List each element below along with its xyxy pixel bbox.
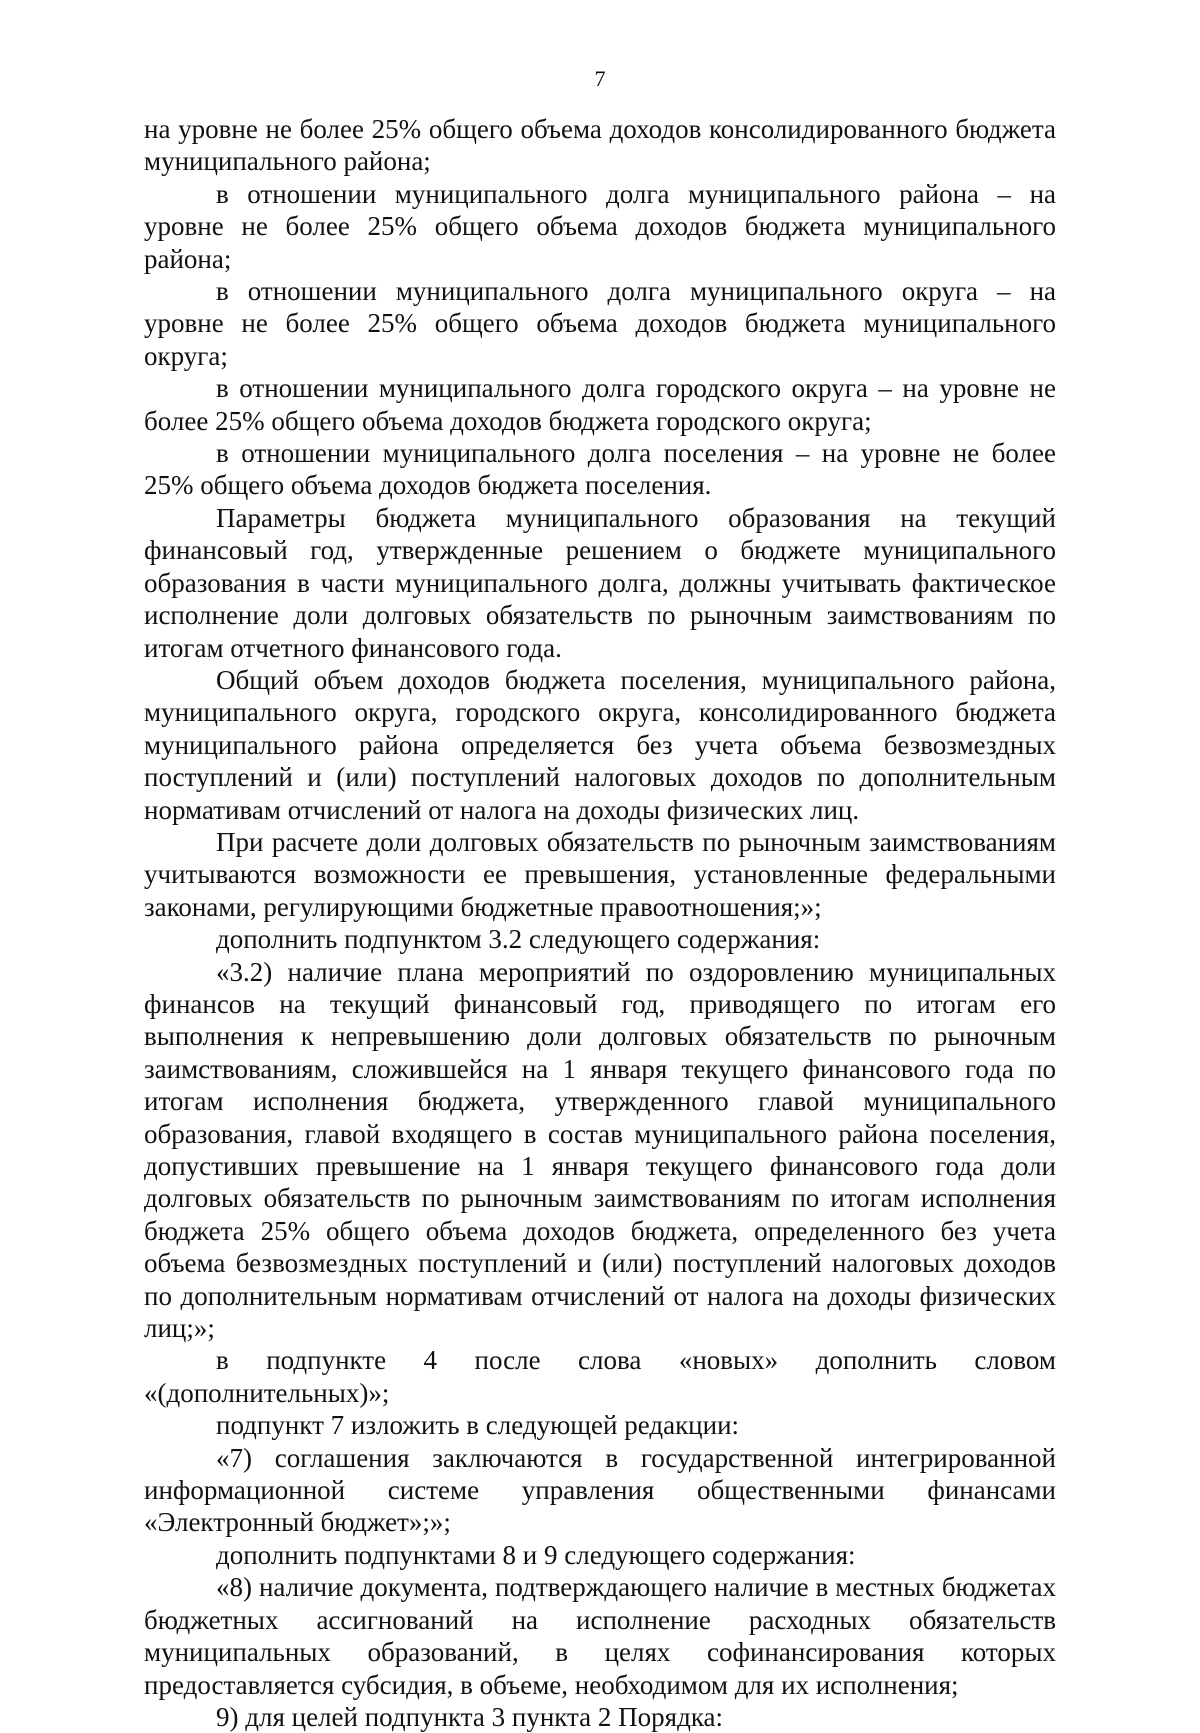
paragraph-debt-share-calculation: При расчете доли долговых обязательств по рыночным заимствованиям учитываются возможности ее превышения, установленные федеральными законами, регулирующими бюджетные правоотношения;»; bbox=[144, 826, 1056, 922]
paragraph-add-subitems-8-9: дополнить подпунктами 8 и 9 следующего содержания: bbox=[216, 1539, 856, 1570]
paragraph-continuation: на уровне не более 25% общего объема доходов консолидированного бюджета муниципального района; bbox=[144, 114, 1056, 177]
paragraph-subitem-9: 9) для целей подпункта 3 пункта 2 Порядка: bbox=[216, 1701, 724, 1732]
paragraph-subitem-3-2: «3.2) наличие плана мероприятий по оздоровлению муниципальных финансов на текущий финансовый год, приводящего по итогам его выполнения к непревышению доли долговых обязательств по рыночным заимствованиям, сложившейся на 1 января текущего финансового года по итогам исполнения бюджета, утвержденного главой муниципального образования, главой входящего в состав муниципального района поселения, допустивших превышение на 1 января текущего финансового года доли долговых обязательств по рыночным заимствованиям по итогам исполнения бюджета 25% общего объема доходов бюджета, определенного без учета объема безвозмездных поступлений и (или) поступлений налоговых доходов по дополнительным нормативам отчислений от налога на доходы физических лиц;»; bbox=[144, 956, 1056, 1344]
paragraph-subitem-4-amendment: в подпункте 4 после слова «новых» дополнить словом «(дополнительных)»; bbox=[144, 1345, 1056, 1408]
paragraph-municipal-district-debt: в отношении муниципального долга муниципального района – на уровне не более 25% общего объема доходов бюджета муниципального района; bbox=[144, 178, 1056, 274]
paragraph-subitem-7-restate: подпункт 7 изложить в следующей редакции: bbox=[216, 1410, 740, 1441]
paragraph-add-subitem-3-2: дополнить подпунктом 3.2 следующего содержания: bbox=[216, 924, 821, 955]
document-body bbox=[144, 113, 1056, 1733]
paragraph-settlement-debt: в отношении муниципального долга поселения – на уровне не более 25% общего объема доходов бюджета поселения. bbox=[144, 438, 1056, 501]
paragraph-subitem-7: «7) соглашения заключаются в государственной интегрированной информационной системе управления общественными финансами «Электронный бюджет»;»; bbox=[144, 1442, 1056, 1538]
page-number: 7 bbox=[594, 66, 606, 91]
paragraph-subitem-8: «8) наличие документа, подтверждающего наличие в местных бюджетах бюджетных ассигнований на исполнение расходных обязательств муниципальных образований, в целях софинансирования которых предоставляется субсидия, в объеме, необходимом для их исполнения; bbox=[144, 1572, 1056, 1700]
paragraph-total-revenue: Общий объем доходов бюджета поселения, муниципального района, муниципального округа, городского округа, консолидированного бюджета муниципального района определяется без учета объема безвозмездных поступлений и (или) поступлений налоговых доходов по дополнительным нормативам отчислений от налога на доходы физических лиц. bbox=[144, 664, 1056, 825]
paragraph-budget-parameters: Параметры бюджета муниципального образования на текущий финансовый год, утвержденные решением о бюджете муниципального образования в части муниципального долга, должны учитывать фактическое исполнение доли долговых обязательств по рыночным заимствованиям по итогам отчетного финансового года. bbox=[144, 502, 1056, 663]
paragraph-city-okrug-debt: в отношении муниципального долга городского округа – на уровне не более 25% общего объема доходов бюджета городского округа; bbox=[144, 373, 1056, 436]
paragraph-municipal-okrug-debt: в отношении муниципального долга муниципального округа – на уровне не более 25% общего объема доходов бюджета муниципального округа; bbox=[144, 276, 1056, 371]
